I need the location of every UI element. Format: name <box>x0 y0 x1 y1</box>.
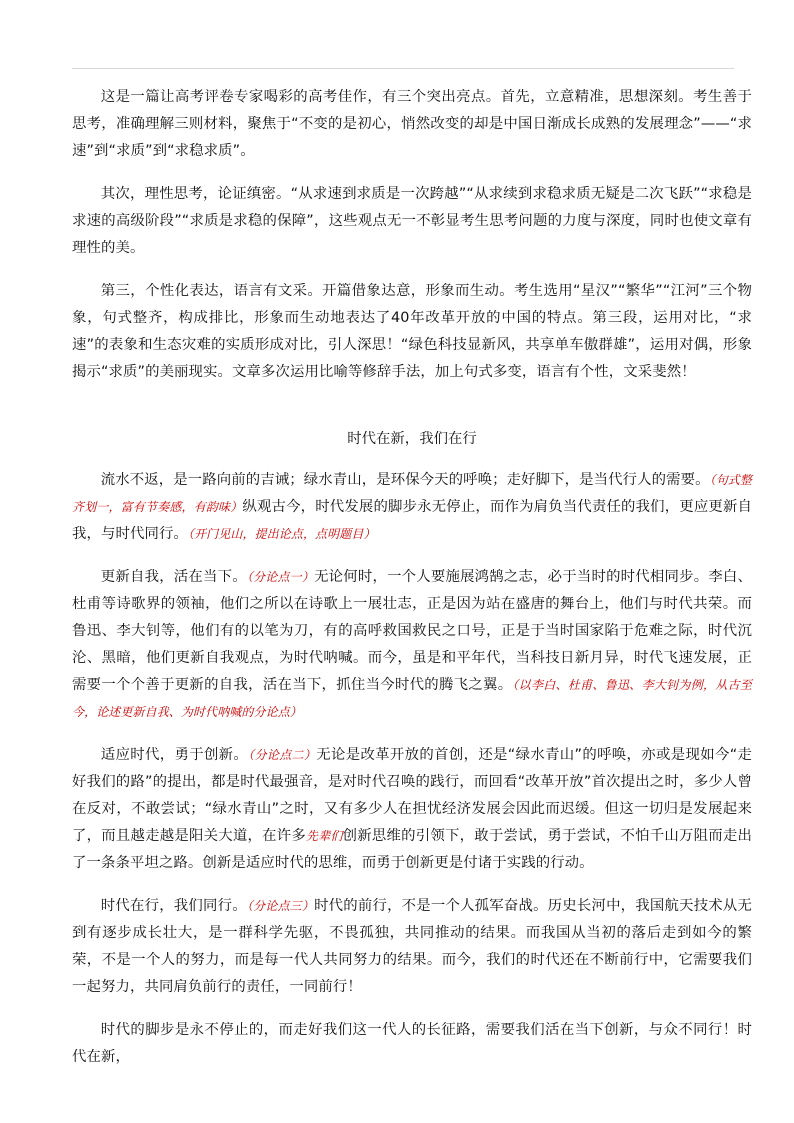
essay-text: 无论何时，一个人要施展鸿鹄之志，必于当时的时代相同步。李白、杜甫等诗歌界的领袖，他们之所以在诗歌上一展壮志，正是因为站在盛唐的舞台上，他们与时代共荣。而鲁迅、李大钊等，他们有的以笔为刀，有的高呼救国救民之口号，正是于当时国家陷于危难之际，时代沉沦、黑暗，他们更新自我观点，为时代呐喊。而今，虽是和平年代，当科技日新月异，时代飞速发展，正需要一个个善于更新的自我，活在当下，抓住当今时代的腾飞之翼。 <box>72 569 752 693</box>
annotation-note: 先辈们 <box>305 829 343 843</box>
essay-text: 时代在行，我们同行。 <box>100 898 247 914</box>
commentary-paragraph-1: 这是一篇让高考评卷专家喝彩的高考佳作，有三个突出亮点。首先，立意精准，思想深刻。考生善于思考，准确理解三则材料，聚焦于“不变的是初心，悄然改变的却是中国日渐成长成熟的发展理念”——“求速”到“求质”到“求稳求质”。 <box>72 89 752 159</box>
essay-text: 流水不返，是一路向前的吉诫；绿水青山，是环保今天的呼唤；走好脚下，是当代行人的需要。 <box>100 472 710 488</box>
essay-text: 纵观古今，时代发展的脚步永无停止，而作为肩负当代责任的我们，更应更新自我，与时代同行。 <box>72 499 752 542</box>
header-rule <box>72 68 734 69</box>
annotation-note: （分论点二） <box>248 748 317 762</box>
annotation-note: （分论点一） <box>246 570 315 584</box>
essay-text: 适应时代，勇于创新。 <box>100 747 249 763</box>
essay-paragraph-3 <box>72 742 752 877</box>
essay-title: 时代在新，我们在行 <box>347 431 477 447</box>
essay-paragraph-2 <box>72 564 752 726</box>
essay-paragraph-5 <box>72 1017 752 1071</box>
essay-text: 无论是改革开放的首创，还是“绿水青山”的呼唤，亦或是现如今“走好我们的路”的提出，都是时代最强音，是对时代召唤的践行，而回看“改革开放”首次提出之时，多少人曾在反对，不敢尝试；“绿水青山”之时，又有多少人在担忧经济发展会因此而迟缓。但这一切归是发展起来了，而且越走越是阳关大道，在许多 <box>72 747 752 844</box>
document-body <box>72 84 752 1087</box>
annotation-note: （句式整齐划一，富有节奏感，有韵味） <box>72 473 753 514</box>
annotation-note: （以李白、杜甫、鲁迅、李大钊为例，从古至今，论述更新自我、为时代呐喊的分论点） <box>72 678 752 719</box>
essay-text: 创新思维的引领下，敢于尝试，勇于尝试，不怕千山万阻而走出了一条条平坦之路。创新是适应时代的思维，而勇于创新更是付诸于实践的行动。 <box>72 828 752 871</box>
commentary-paragraph-3: 第三，个性化表达，语言有文采。开篇借象达意，形象而生动。考生选用“星汉”“繁华”“江河”三个物象，句式整齐，构成排比，形象而生动地表达了40年改革开放的中国的特点。第三段，运用对比，“求速”的表象和生态灾难的实质形成对比，引人深思！“绿色科技显新风，共享单车傲群雄”，运用对偶，形象揭示“求质”的美丽现实。文章多次运用比喻等修辞手法，加上句式多变，语言有个性，文采斐然！ <box>72 283 752 380</box>
essay-paragraph-1 <box>72 467 752 548</box>
essay-text: 时代的前行，不是一个人孤军奋战。历史长河中，我国航天技术从无到有逐步成长壮大，是一群科学先驱，不畏孤独，共同推动的结果。而我国从当初的落后走到如今的繁荣，不是一个人的努力，而是每一代人共同努力的结果。而今，我们的时代还在不断前行中，它需要我们一起努力，共同肩负前行的责任，一同前行！ <box>72 898 752 995</box>
annotation-note: （开门见山，提出论点，点明题目） <box>187 527 376 541</box>
essay-text: 时代的脚步是永不停止的，而走好我们这一代人的长征路，需要我们活在当下创新，与众不同行！时代在新， <box>72 1022 752 1065</box>
essay-text: 更新自我，活在当下。 <box>100 569 247 585</box>
commentary-paragraph-2: 其次，理性思考，论证缜密。“从求速到求质是一次跨越”“从求续到求稳求质无疑是二次飞跃”“求稳是求速的高级阶段”“求质是求稳的保障”，这些观点无一不彰显考生思考问题的力度与深度，同时也使文章有理性的美。 <box>72 186 752 256</box>
essay-paragraph-4 <box>72 893 752 1001</box>
annotation-note: （分论点三） <box>246 899 315 913</box>
